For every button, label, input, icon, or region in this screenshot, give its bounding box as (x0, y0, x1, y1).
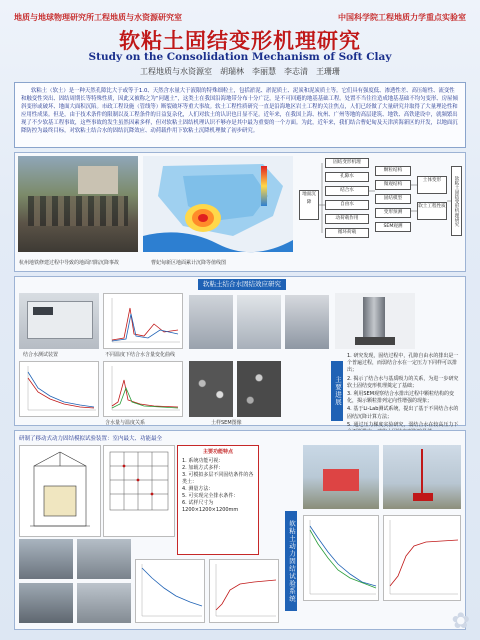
settlement-chart-2 (209, 559, 279, 623)
finding-3: 3. 利用SEM观察结合水排出过程中颗粒结构的变化，揭示颗粒排列定向性增强的现象； (347, 391, 455, 405)
lab-photo-1 (189, 295, 233, 349)
setup-photo-3 (19, 583, 73, 623)
lab-photo-3 (285, 295, 329, 349)
flow-box-15: 软粘土固结变形机理研究 (451, 166, 462, 236)
flow-box-5: 自由水 (325, 200, 369, 210)
field-photo-2 (383, 445, 461, 509)
sem-image-1 (189, 361, 233, 417)
setup-photo-4 (77, 583, 131, 623)
setup-photo-1 (19, 539, 73, 579)
settlement-chart-4 (383, 515, 461, 601)
finding-5: 5. 通过压力梯度实验研究，弱结合水在较高压力下 (347, 421, 459, 428)
section1-panel (14, 152, 466, 272)
flow-box-6: 动荷载作用 (325, 214, 369, 224)
caption-collapse: 杭州地铁修建过程中导致的地面凹陷沉降事故 (19, 260, 120, 266)
subsidence-map (143, 156, 293, 252)
flow-box-7: 循环荷载 (325, 228, 369, 238)
flow-box-1: 地面沉降 (299, 190, 319, 220)
layout-schematic (103, 445, 175, 537)
field-photo-1 (303, 445, 379, 509)
authors: 工程地质与水资源室 胡瑞林 李丽慧 李志清 王珊珊 (140, 67, 340, 76)
feature-1: 1. 系统功能可视： (182, 458, 224, 464)
feature-4: 4. 测量方法： (182, 486, 214, 492)
caption-apparatus: 研制了移动式动力固结模拟试验装置：室内最大、功能最全 (19, 436, 163, 442)
caption-contour-map: 曹妃甸新区地面累计沉降等值线图 (151, 260, 227, 266)
features-box (177, 445, 259, 555)
instrument-photo (19, 293, 99, 349)
flow-box-8: 颗粒结构 (375, 166, 411, 176)
collapse-photo (18, 156, 138, 252)
section2-banner: 软粘土结合水固结效应研究 (198, 279, 286, 290)
apparatus-drawing (19, 445, 101, 537)
curve-chart-2 (19, 361, 99, 417)
sem-image-2 (237, 361, 281, 417)
flow-box-2: 固结变形机理 (325, 158, 369, 168)
curve-chart-3 (103, 361, 183, 417)
flow-box-9: 微观结构 (375, 180, 411, 190)
finding-4: 4. 基于Li-Lab测试系统，提出了基于不同结合水的固结沉降计算方法； (347, 406, 459, 420)
flowchart (299, 156, 463, 268)
abstract-box: 软粘土（软土）是一种天然孔隙比大于或等于1.0、天然含水量大于液限的特殊细粒土，包括淤泥、淤泥质土、泥炭和泥炭质土等。它们具有强度低、渗透性差、高压缩性、流变性和触变性突出、固结周期长等特殊性质，因此又被称之为“问题土”，这类土在我国沿海地带分布十分广泛，是不可回避的地基基础工程。处置不当往往造成地基基础不均匀变形、房屋倾斜变形或破坏、地面大面积沉陷。市政工程设施（管线等）断裂破坏等重大事故。软土工程性质研究一直是沿海地区岩土工程的关注焦点，人们已经做了大量研究并取得了大量理论性和应用性成果。但是，由于技术条件的限制以及工程条件的日益复杂化，人们对软土的认识也日显不足。近年来，在我国上海、杭州、广州等地的高层建筑、地铁、高铁建设中，就频繁出现了不少软基工程事故，这些事故的发生虽然因素多样，但对软粘土固结机理认识不够亦是其中最为重要的一个方面。为此，近年来，我们结合曹妃甸及天津滨海新区的开发，以地面沉降防控为最终目标，对软粘土结合水的固结沉降效应、动荷载作用下软粘土沉降机理做了初步研究。 (14, 82, 466, 148)
section3-panel (14, 430, 466, 630)
settlement-chart-3 (303, 515, 379, 601)
feature-3: 3. 可模拟多层不同固结条件的各类土： (182, 472, 254, 485)
lab-photo-2 (237, 295, 281, 349)
section3-side-label: 软粘土动力固结试验系统 (285, 511, 297, 611)
flow-box-3: 孔隙水 (325, 172, 369, 182)
caption-instrument: 结合水测试装置 (23, 352, 59, 358)
finding-1: 1. 研究发现，固结过程中，孔隙自由水的排出是一个普遍过程，而弱结合水在一定压力下同样可以排出； (347, 353, 459, 374)
header-left-org: 地质与地球物理研究所工程地质与水资源研究室 (14, 13, 182, 22)
flow-box-12: SEM观测 (375, 222, 411, 232)
title-en: Study on the Consolidation Mechanism of Soft Clay (88, 51, 392, 63)
title-cn: 软粘土固结变形机理研究 (119, 29, 361, 53)
feature-2: 2. 加载方式多样： (182, 465, 224, 471)
device-photo (335, 293, 415, 349)
header-right-org: 中国科学院工程地质力学重点实验室 (338, 13, 466, 22)
flow-box-13: 土体变形 (417, 176, 447, 194)
caption-curve-1: 不同温度下结合水含量变化曲线 (105, 352, 176, 358)
finding-2: 2. 揭示了结合水与基质吸力的关系，为进一步研究软土固结变形机理奠定了基础； (347, 375, 459, 389)
findings-list (347, 353, 463, 428)
settlement-chart-1 (135, 559, 205, 623)
flow-box-10: 固结模型 (375, 194, 411, 204)
section2-panel (14, 276, 466, 426)
setup-photo-2 (77, 539, 131, 579)
caption-curve-3: 含水量与温度关系 (105, 420, 146, 426)
feature-5: 5. 可实现完全排水条件： (182, 493, 239, 499)
features-title: 主要功能特点 (202, 449, 233, 455)
flow-box-14: 软土工程性质 (417, 202, 447, 220)
caption-sem: 土样SEM图像 (211, 420, 242, 426)
flow-box-4: 结合水 (325, 186, 369, 196)
section2-side-label: 主要进展 (331, 361, 343, 421)
curve-chart-1 (103, 293, 183, 349)
flow-box-11: 变形预测 (375, 208, 411, 218)
watermark: ✿ (451, 609, 470, 634)
feature-6: 6. 试样尺寸为1200×1200×1200mm (182, 500, 239, 513)
